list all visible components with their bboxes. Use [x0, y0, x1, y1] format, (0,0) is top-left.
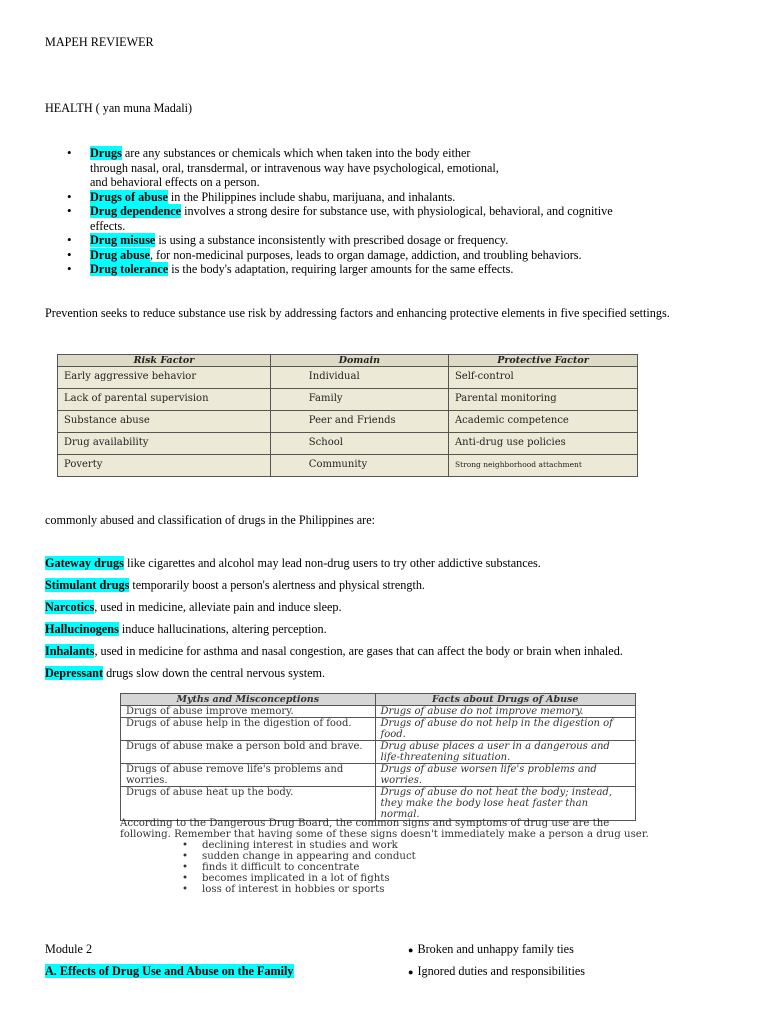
risk-factor-cell: Early aggressive behavior [58, 367, 271, 389]
classification-term: Gateway drugs [45, 556, 124, 570]
definition-text: in the Philippines include shabu, marijuana, and inhalants. [167, 189, 456, 204]
classification-text: , used in medicine for asthma and nasal congestion, are gases that can affect the body or brain when inhaled. [94, 644, 623, 658]
myths-facts-table [120, 693, 636, 821]
protective-factor-cell: Anti-drug use policies [448, 433, 637, 455]
ddb-paragraph: According to the Dangerous Drug Board, the common signs and symptoms of drug use are the following. Remember that having some of these signs doesn't immediately make a person a drug user. [120, 818, 649, 840]
table-header: Risk Factor [58, 355, 271, 367]
classification-intro: commonly abused and classification of drugs in the Philippines are: [45, 513, 376, 527]
myth-cell: Drugs of abuse make a person bold and brave. [121, 741, 376, 764]
definition-item [45, 233, 745, 248]
domain-cell: Individual [270, 367, 448, 389]
module-heading [45, 964, 294, 979]
fact-cell: Drugs of abuse do not help in the digestion of food. [375, 718, 635, 741]
classification-text: , used in medicine, alleviate pain and induce sleep. [94, 600, 342, 614]
list-item: • declining interest in studies and work [120, 840, 650, 851]
definition-term: Drugs of abuse [90, 189, 168, 204]
list-item: • becomes implicated in a lot of fights [120, 873, 650, 884]
domain-cell: Family [270, 389, 448, 411]
list-item: • finds it difficult to concentrate [120, 862, 650, 873]
table-row [58, 433, 638, 455]
table-row [121, 718, 636, 741]
ddb-signs-list [120, 840, 650, 895]
protective-factor-cell: Academic competence [448, 411, 637, 433]
family-effect-item [408, 964, 585, 980]
myth-cell: Drugs of abuse remove life's problems and worries. [121, 764, 376, 787]
family-effect-item [408, 942, 574, 958]
classification-term: Narcotics [45, 600, 95, 614]
module-label: Module 2 [45, 942, 93, 956]
classification-text: induce hallucinations, altering perception. [118, 622, 327, 636]
module-heading-text: A. Effects of Drug Use and Abuse on the Family [45, 964, 294, 978]
list-item: • loss of interest in hobbies or sports [120, 884, 650, 895]
table-row [121, 787, 636, 821]
classification-text: drugs slow down the central nervous system. [103, 666, 326, 680]
definition-term: Drug dependence [90, 204, 182, 218]
definition-item [45, 204, 745, 233]
table-row [121, 741, 636, 764]
table-header: Domain [270, 355, 448, 367]
definition-item [45, 248, 745, 263]
protective-factor-cell: Parental monitoring [448, 389, 637, 411]
definition-text: and behavioral effects on a person. [90, 175, 260, 189]
risk-factor-cell: Substance abuse [58, 411, 271, 433]
domain-cell: Community [270, 455, 448, 477]
definition-text: is the body's adaptation, requiring larger amounts for the same effects. [168, 262, 514, 276]
fact-cell: Drugs of abuse worsen life's problems and worries. [375, 764, 635, 787]
classification-term: Stimulant drugs [45, 578, 130, 592]
definition-text: involves a strong desire for substance use, with physiological, behavioral, and cognitive [181, 204, 613, 218]
family-effect-text: Broken and unhappy family ties [417, 942, 574, 956]
definition-text: , for non-medicinal purposes, leads to organ damage, addiction, and troubling behaviors. [149, 247, 582, 262]
myth-cell: Drugs of abuse improve memory. [121, 706, 376, 718]
definition-text: effects. [90, 218, 126, 233]
definition-item [45, 146, 745, 190]
list-item: • sudden change in appearing and conduct [120, 851, 650, 862]
definition-term: Drugs [90, 146, 122, 160]
classification-term: Inhalants [45, 644, 95, 658]
risk-factor-cell: Lack of parental supervision [58, 389, 271, 411]
family-effect-text: Ignored duties and responsibilities [417, 964, 585, 978]
classification-text: like cigarettes and alcohol may lead non-drug users to try other addictive substances. [123, 556, 541, 570]
classification-text: temporarily boost a person's alertness and physical strength. [129, 578, 425, 592]
table-row [58, 455, 638, 477]
table-row [58, 411, 638, 433]
definition-text: through nasal, oral, transdermal, or intravenous way have psychological, emotional, [90, 160, 499, 175]
fact-cell: Drugs of abuse do not heat the body; instead, they make the body lose heat faster than normal. [375, 787, 635, 821]
myth-cell: Drugs of abuse heat up the body. [121, 787, 376, 821]
classification-list [45, 556, 745, 688]
domain-cell: Peer and Friends [270, 411, 448, 433]
table-header: Facts about Drugs of Abuse [375, 694, 635, 706]
protective-factor-cell: Self-control [448, 367, 637, 389]
classification-item [45, 666, 745, 688]
table-row [121, 764, 636, 787]
table-row [58, 389, 638, 411]
protective-factor-cell: Strong neighborhood attachment [448, 455, 637, 477]
classification-item [45, 622, 745, 644]
classification-item [45, 644, 745, 666]
classification-item [45, 556, 745, 578]
definition-text: is using a substance inconsistently with prescribed dosage or frequency. [155, 233, 509, 247]
table-row [58, 367, 638, 389]
domain-cell: School [270, 433, 448, 455]
definition-item [45, 190, 745, 205]
definition-term: Drug tolerance [90, 262, 169, 276]
definition-term: Drug abuse [90, 247, 150, 262]
fact-cell: Drug abuse places a user in a dangerous and life-threatening situation. [375, 741, 635, 764]
table-header: Myths and Misconceptions [121, 694, 376, 706]
definition-item [45, 262, 745, 277]
risk-protective-table [57, 354, 638, 477]
table-row [121, 706, 636, 718]
document-title: MAPEH REVIEWER [45, 35, 154, 49]
prevention-paragraph: Prevention seeks to reduce substance use risk by addressing factors and enhancing protective elements in five specified settings. [45, 306, 670, 320]
definitions-list [45, 146, 745, 277]
health-heading: HEALTH ( yan muna Madali) [45, 101, 193, 115]
classification-item [45, 578, 745, 600]
definition-text: are any substances or chemicals which when taken into the body either [121, 146, 471, 160]
risk-factor-cell: Drug availability [58, 433, 271, 455]
classification-item [45, 600, 745, 622]
table-header: Protective Factor [448, 355, 637, 367]
risk-factor-cell: Poverty [58, 455, 271, 477]
ddb-signs-section [120, 818, 650, 895]
fact-cell: Drugs of abuse do not improve memory. [375, 706, 635, 718]
classification-term: Depressant [45, 666, 104, 680]
definition-term: Drug misuse [90, 233, 156, 247]
classification-term: Hallucinogens [45, 622, 119, 636]
myth-cell: Drugs of abuse help in the digestion of food. [121, 718, 376, 741]
